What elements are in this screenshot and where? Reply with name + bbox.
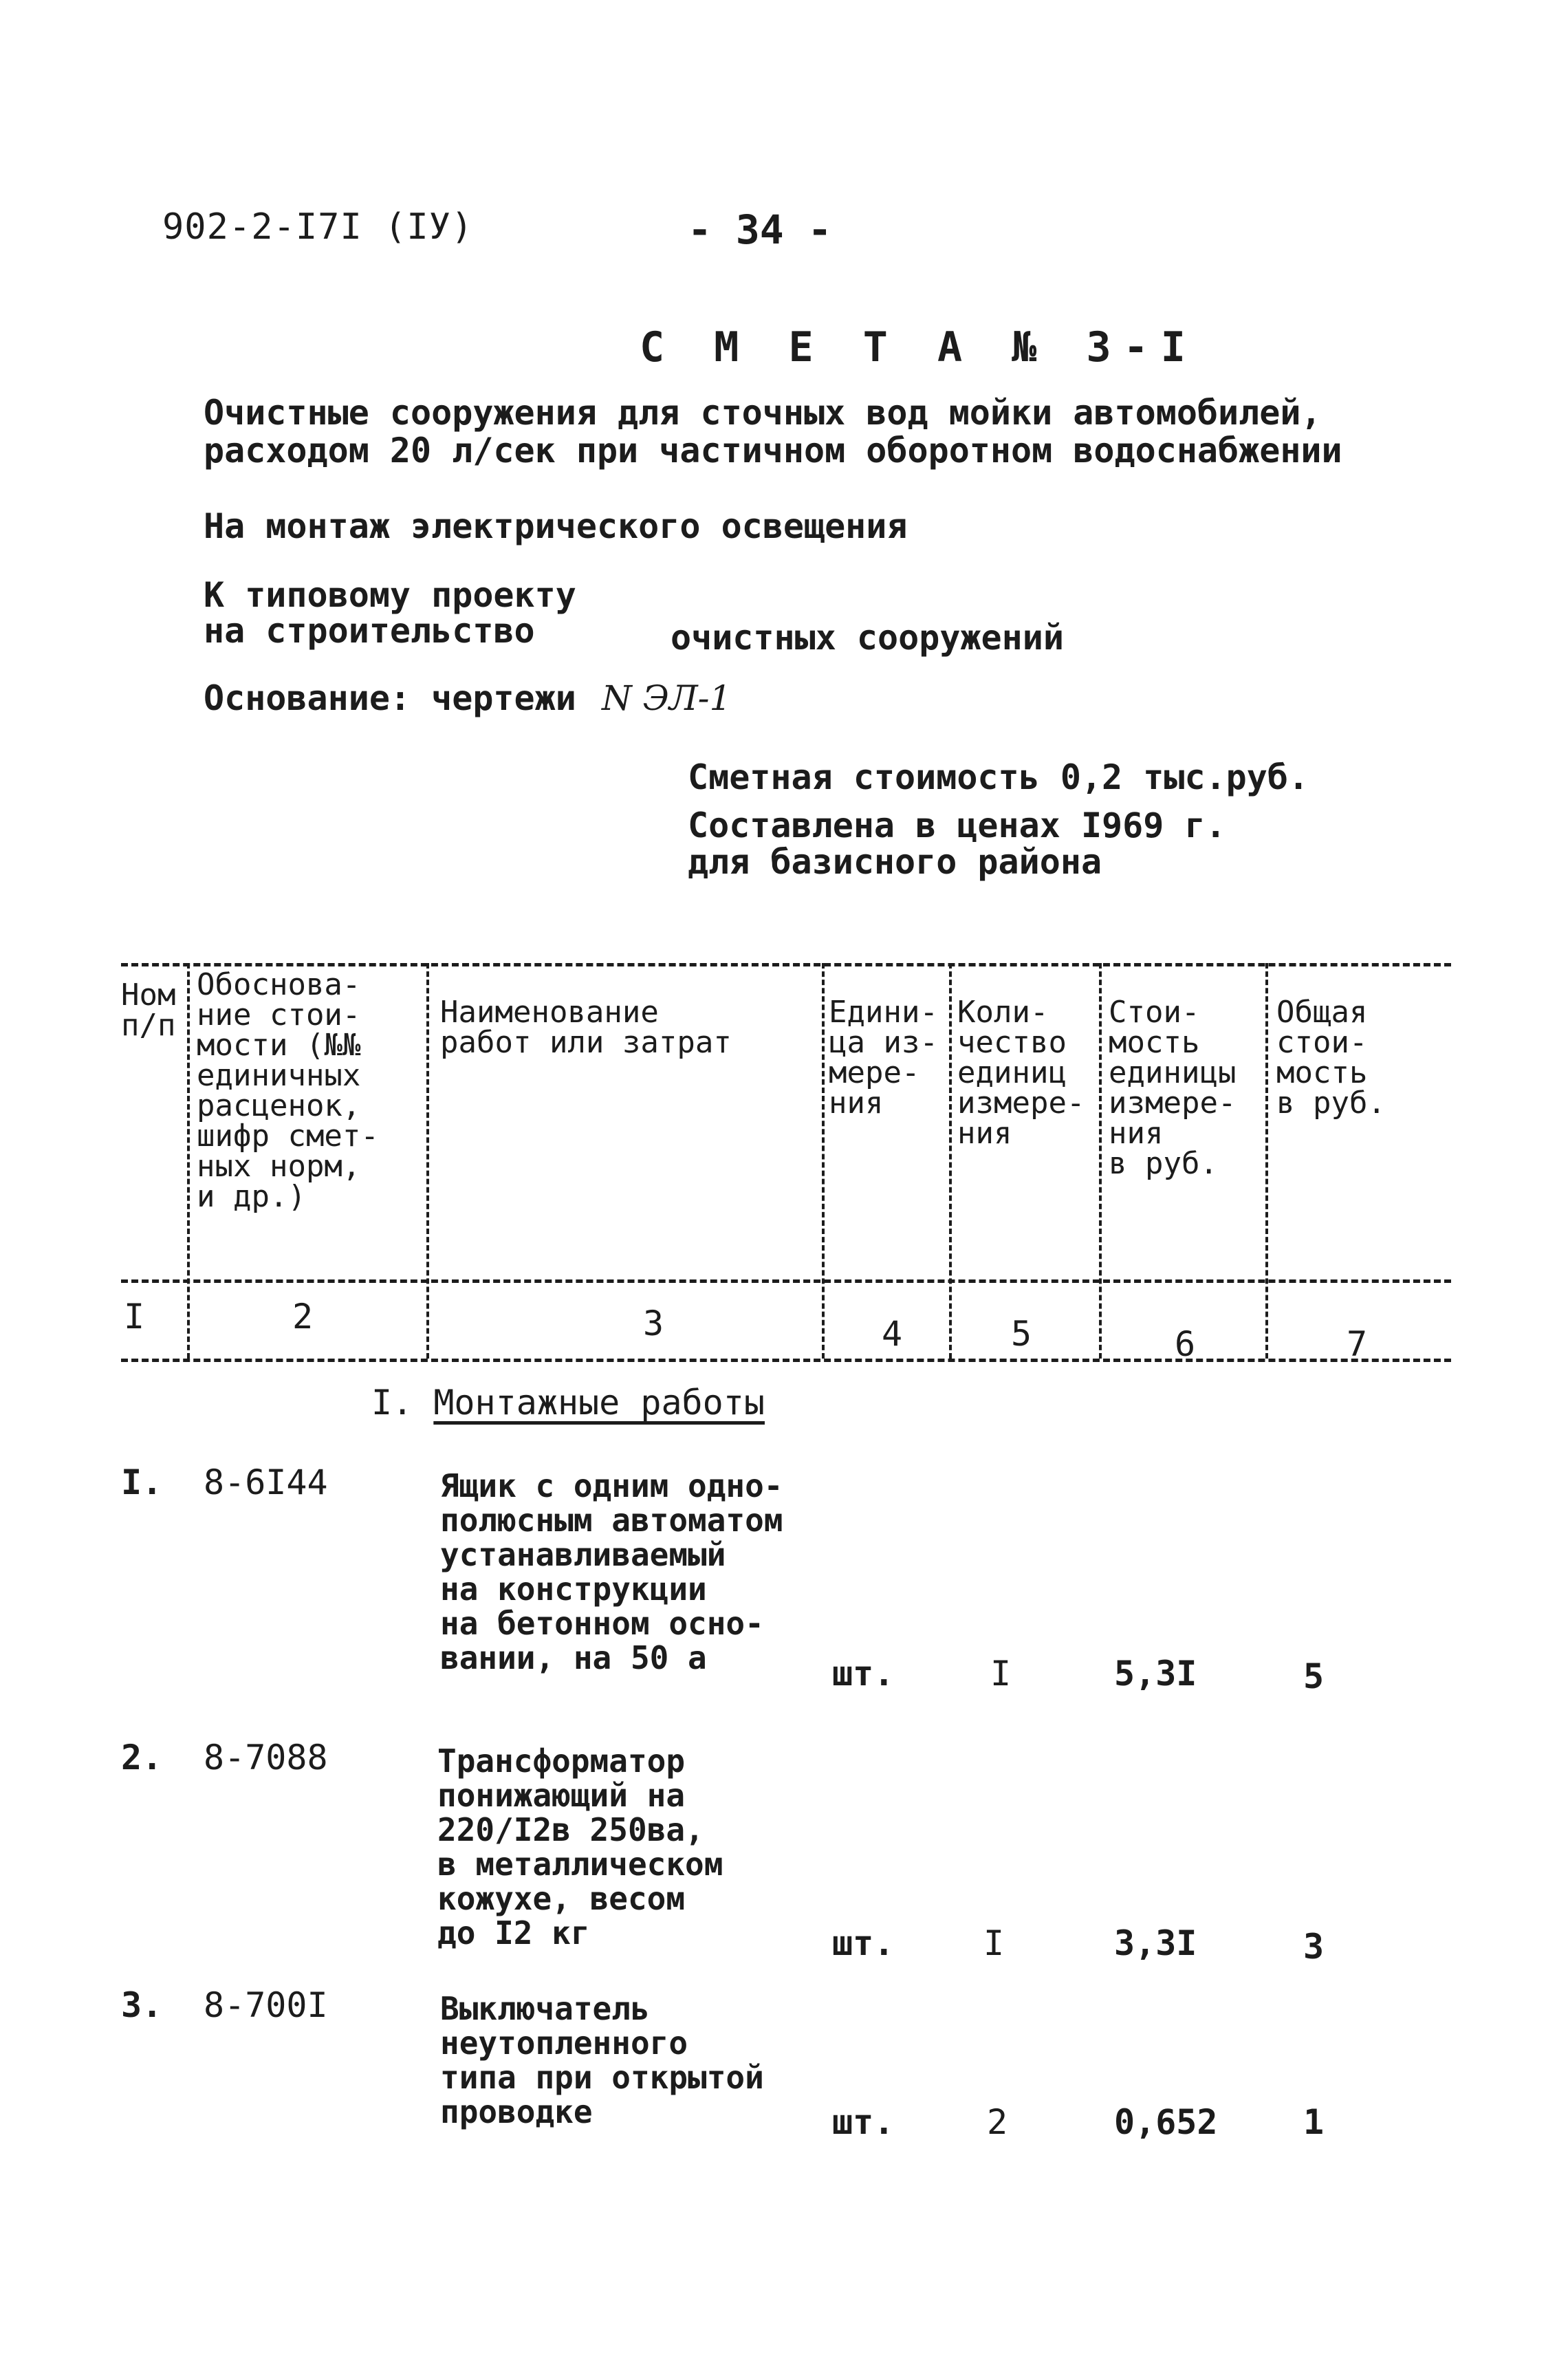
description-line-3: На монтаж электрического освещения	[204, 506, 908, 546]
column-number-3: 3	[643, 1304, 664, 1343]
row-total: 1	[1303, 2102, 1325, 2142]
document-code: 902-2-I7I (IУ)	[162, 206, 474, 248]
section-title: Монтажные работы	[433, 1383, 765, 1423]
description-line-1: Очистные сооружения для сточных вод мойки автомобилей,	[204, 393, 1322, 433]
header-col-3: Наименование работ или затрат	[440, 995, 732, 1060]
header-col-6: Стои- мость единицы измере- ния в руб.	[1109, 995, 1237, 1181]
row-total: 5	[1303, 1656, 1325, 1696]
description-line-6: Основание: чертежи	[204, 678, 576, 718]
column-number-1: I	[124, 1297, 145, 1337]
col-divider-4	[949, 963, 952, 1359]
col-divider-3	[822, 963, 825, 1359]
row-quantity: 2	[987, 2102, 1008, 2142]
row-unit-price: 5,3I	[1114, 1654, 1197, 1694]
header-col-4: Едини- ца из- мере- ния	[829, 995, 938, 1121]
header-top-rule	[121, 963, 1451, 966]
row-number: 3.	[121, 1985, 163, 2025]
row-unit: шт.	[832, 1923, 895, 1963]
description-line-4: К типовому проекту	[204, 575, 576, 615]
row-quantity: I	[990, 1654, 1012, 1694]
header-col-2: Обоснова- ние стои- мости (№№ единичных расценок, шифр смет- ных норм, и др.)	[197, 967, 379, 1214]
col-divider-6	[1265, 963, 1268, 1359]
header-col-1: Ном п/п	[121, 977, 176, 1043]
column-number-2: 2	[292, 1297, 314, 1337]
base-region: для базисного района	[688, 842, 1102, 882]
row-number: I.	[121, 1462, 163, 1502]
row-unit: шт.	[832, 2102, 895, 2142]
column-number-4: 4	[882, 1314, 903, 1354]
drawing-reference-handwritten: N ЭЛ-1	[602, 678, 732, 718]
col-divider-5	[1099, 963, 1102, 1359]
row-quantity: I	[983, 1923, 1005, 1963]
row-unit: шт.	[832, 1654, 895, 1694]
col-divider-1	[187, 963, 190, 1359]
column-number-6: 6	[1175, 1324, 1196, 1364]
row-number: 2.	[121, 1738, 163, 1777]
header-col-7: Общая стои- мость в руб.	[1276, 995, 1386, 1121]
row-name: Ящик с одним одно- полюсным автоматом устанавливаемый на конструкции на бетонном осно- вании, на 50 а	[440, 1467, 783, 1676]
col-divider-2	[426, 963, 429, 1359]
price-year: Составлена в ценах I969 г.	[688, 806, 1226, 845]
document-title: С М Е Т А № 3-I	[640, 323, 1198, 371]
row-total: 3	[1303, 1927, 1325, 1967]
column-number-5: 5	[1011, 1314, 1032, 1354]
description-line-5b: очистных сооружений	[671, 618, 1064, 658]
estimated-cost: Сметная стоимость 0,2 тыс.руб.	[688, 757, 1309, 797]
row-unit-price: 0,652	[1114, 2102, 1218, 2142]
row-name: Выключатель неутопленного типа при открытой проводке	[440, 1990, 764, 2130]
row-name: Трансформатор понижающий на 220/I2в 250ва, в металлическом кожухе, весом до I2 кг	[437, 1742, 723, 1952]
row-unit-price: 3,3I	[1114, 1923, 1197, 1963]
description-line-5: на строительство	[204, 611, 535, 651]
header-bottom-rule	[121, 1359, 1451, 1362]
header-col-5: Коли- чество единиц измере- ния	[957, 995, 1085, 1151]
row-code: 8-7088	[204, 1738, 328, 1777]
section-heading	[371, 1383, 765, 1423]
row-code: 8-700I	[204, 1985, 328, 2025]
header-mid-rule	[121, 1279, 1451, 1283]
page-number: - 34 -	[688, 206, 832, 253]
section-number: I.	[371, 1383, 413, 1423]
column-number-7: 7	[1347, 1324, 1368, 1364]
description-line-2: расходом 20 л/сек при частичном оборотном водоснабжении	[204, 431, 1342, 471]
row-code: 8-6I44	[204, 1462, 328, 1502]
